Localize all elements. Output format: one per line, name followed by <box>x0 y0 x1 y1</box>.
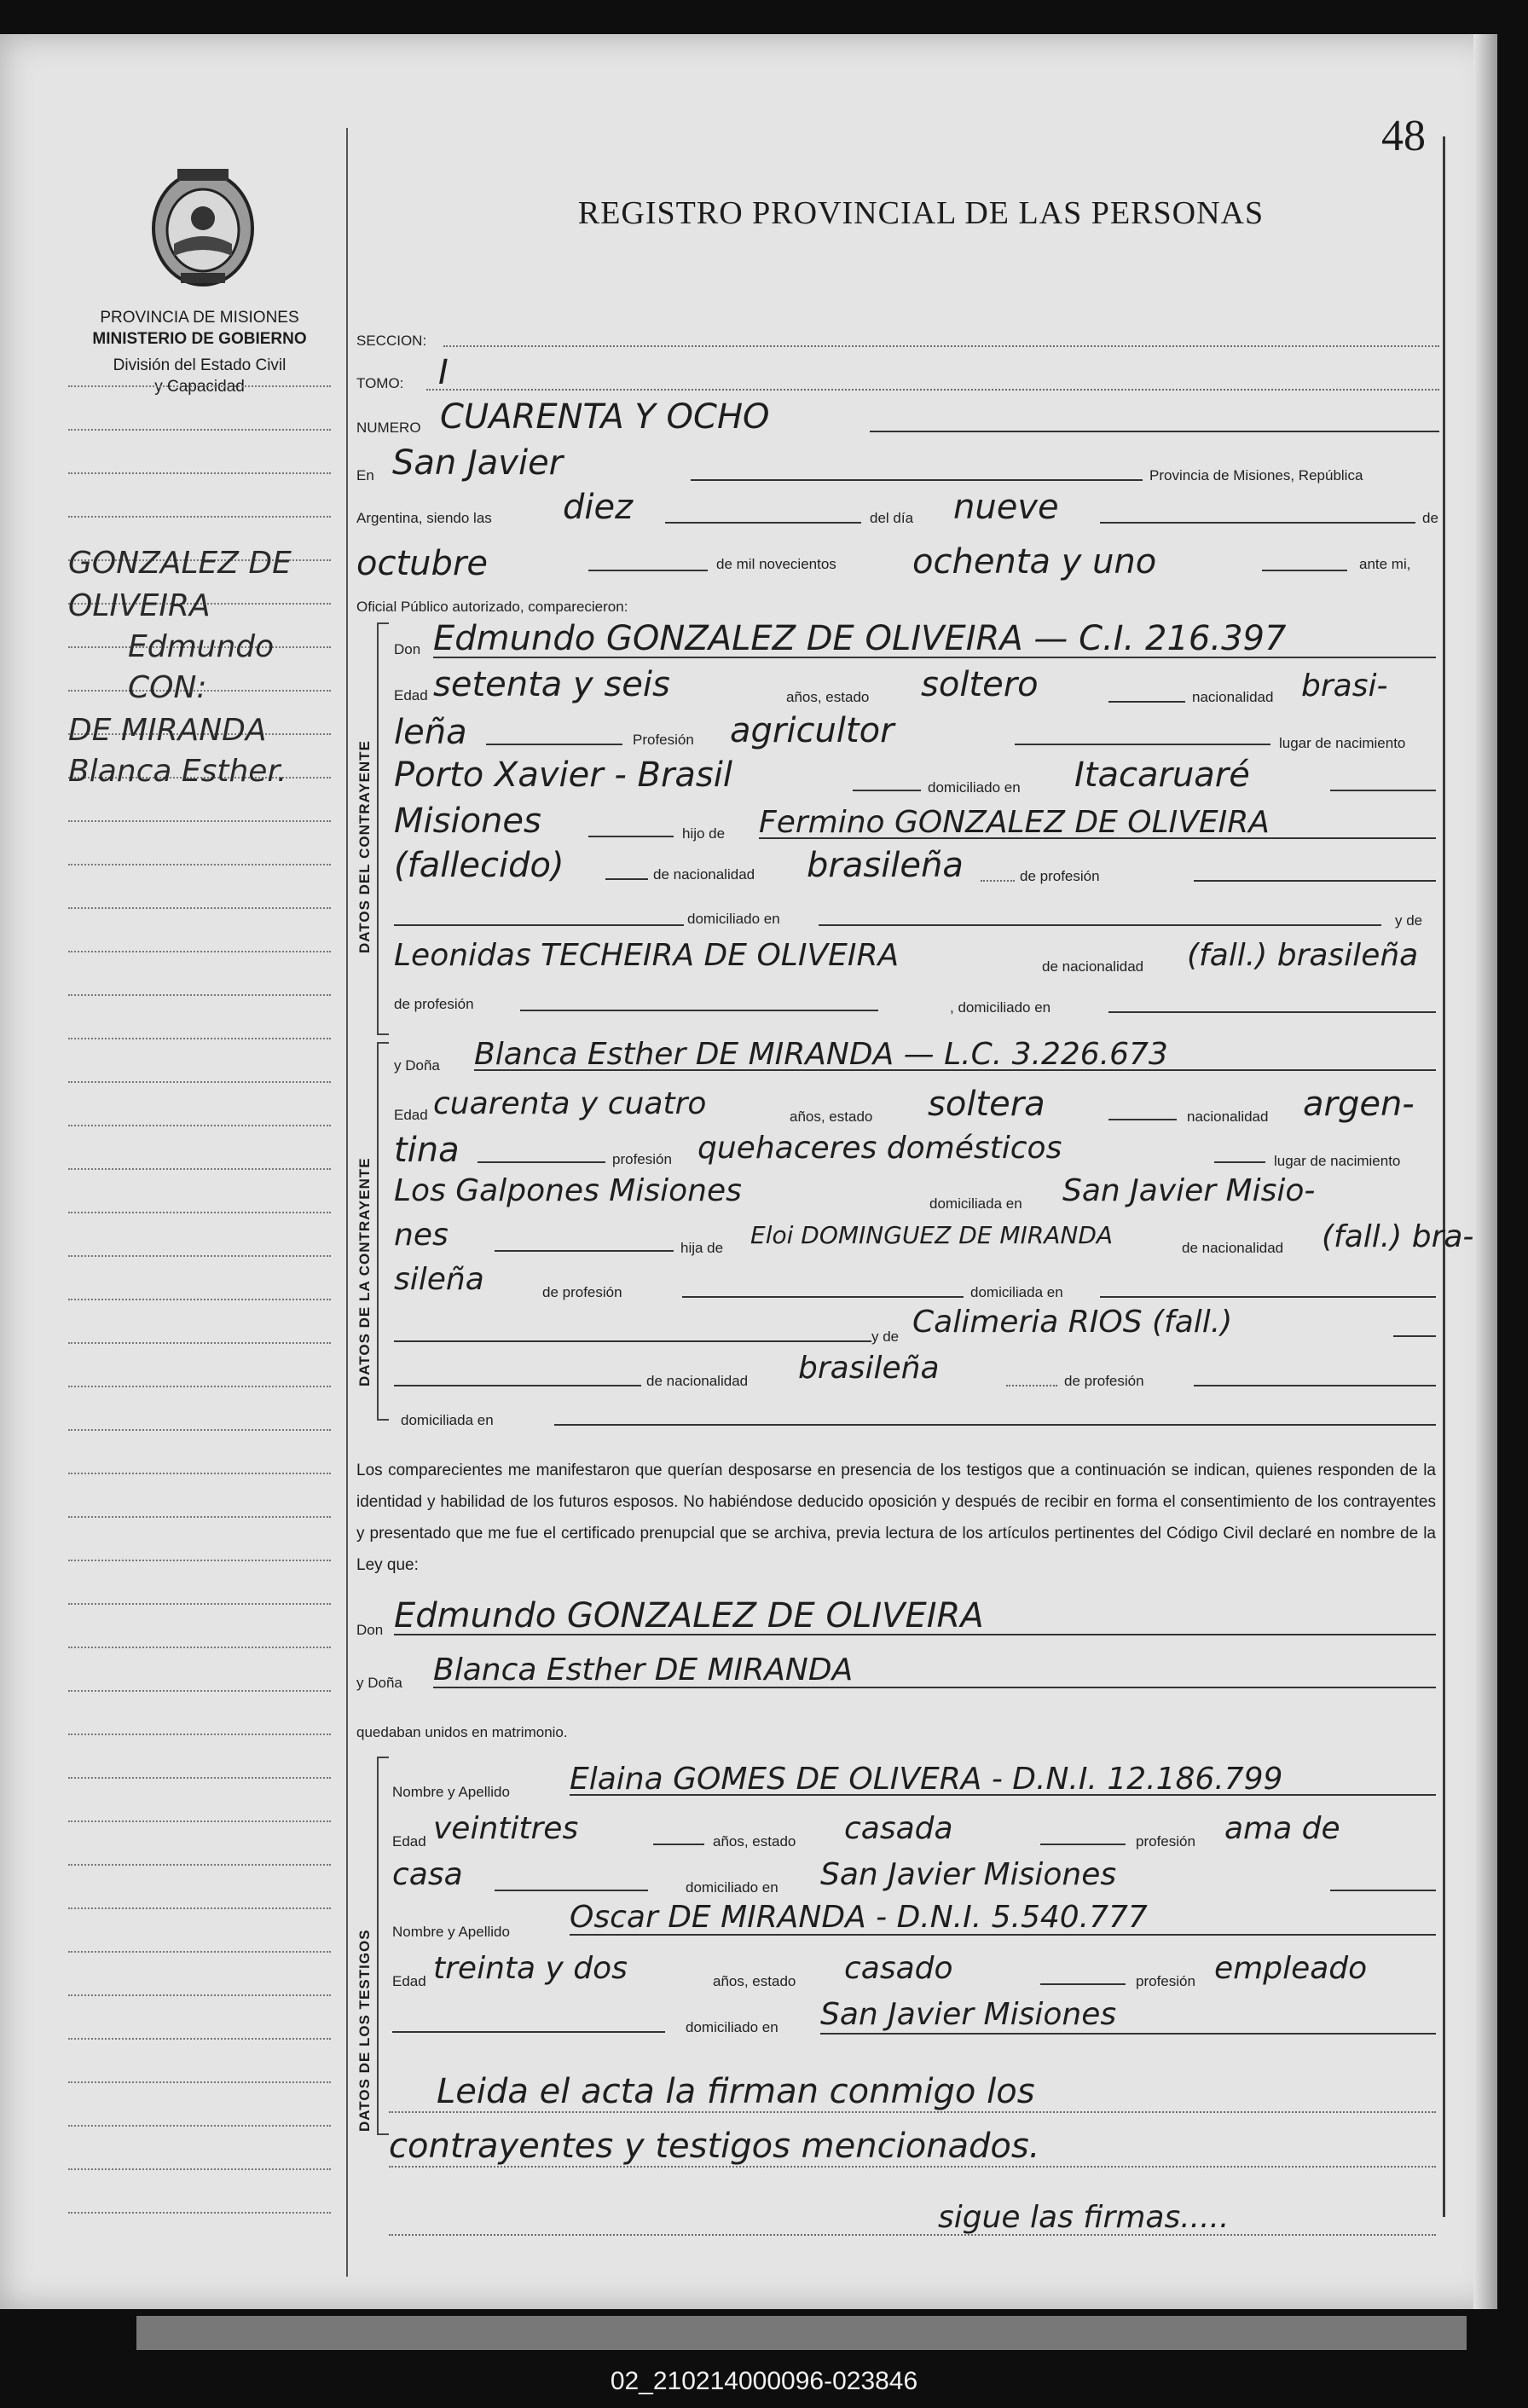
contrayente-bracket <box>377 622 389 1035</box>
margin-ruled-line <box>68 1168 331 1170</box>
margin-ruled-line <box>68 1647 331 1648</box>
contrayenta-estado-line <box>1108 1119 1177 1120</box>
testigo1-profesion-label: profesión <box>1136 1833 1195 1849</box>
contrayenta-madre: Calimeria RIOS (fall.) <box>912 1305 1233 1340</box>
testigos-bracket <box>377 1757 389 2135</box>
contrayente-padre-nacionalidad: brasileña <box>807 846 964 885</box>
quedaban-label: quedaban unidos en matrimonio. <box>356 1724 568 1740</box>
margin-note-con: CON: <box>128 670 207 705</box>
contrayenta-madre-nacionalidad-label: de nacionalidad <box>646 1373 749 1389</box>
margin-ruled-line <box>68 385 331 387</box>
contrayenta-padre-profesion-line <box>682 1296 964 1298</box>
contrayente-domicilio-a: Itacaruaré <box>1074 755 1250 795</box>
margin-ruled-line <box>68 1516 331 1518</box>
provincia-label: Provincia de Misiones, República <box>1149 467 1363 483</box>
contrayente-profesion-label: Profesión <box>633 732 694 748</box>
contrayenta-padre-nacionalidad-b: sileña <box>394 1262 484 1297</box>
testigo2-edad: treinta y dos <box>433 1951 628 1986</box>
contrayente-madre-profesion-label: de profesión <box>394 996 474 1012</box>
margin-ruled-line <box>68 2038 331 2040</box>
testigo1-domicilio-line <box>1330 1890 1436 1891</box>
hora-value: diez <box>563 488 634 527</box>
margin-ruled-line <box>68 1907 331 1909</box>
contrayenta-lugar: Los Galpones Misiones <box>394 1173 742 1208</box>
margin-ruled-line <box>68 1734 331 1735</box>
contrayenta-nacionalidad-label: nacionalidad <box>1187 1108 1269 1125</box>
del-dia-label: del día <box>870 510 914 526</box>
contrayenta-domicilio-a: San Javier Misio- <box>1062 1173 1316 1208</box>
anio-value: ochenta y uno <box>912 542 1157 582</box>
contrayente-section-label: DATOS DEL CONTRAYENTE <box>356 740 373 953</box>
page-number: 48 <box>1381 112 1426 160</box>
margin-ruled-line <box>68 820 331 822</box>
margin-ruled-line <box>68 864 331 865</box>
testigo2-profesion: empleado <box>1214 1951 1368 1986</box>
testigo1-label: Nombre y Apellido <box>392 1784 510 1800</box>
closing-line-3 <box>389 2234 1436 2236</box>
testigo1-domicilio: San Javier Misiones <box>820 1857 1117 1892</box>
ante-label: ante mi, <box>1359 556 1411 572</box>
contrayente-lugar: Porto Xavier - Brasil <box>394 755 732 795</box>
contrayenta-hija-label: hija de <box>680 1240 724 1256</box>
margin-ruled-line <box>68 1125 331 1126</box>
contrayenta-domicilio-b-line <box>495 1250 674 1252</box>
contrayenta-padre-nacionalidad-label: de nacionalidad <box>1182 1240 1284 1256</box>
contrayente-domicilio-b-line <box>588 836 674 837</box>
mil-label: de mil novecientos <box>716 556 836 572</box>
don-label: Don <box>394 641 421 657</box>
contrayente-profesion: agricultor <box>730 711 894 750</box>
testigo1-profesion-a: ama de <box>1224 1811 1340 1846</box>
contrayente-y-de-label: y de <box>1395 912 1423 929</box>
contrayente-domicilio-b: Misiones <box>394 802 541 841</box>
margin-note-bride-surname: DE MIRANDA <box>68 713 267 748</box>
margin-ruled-line <box>68 1386 331 1387</box>
contrayente-madre-profesion-line <box>520 1010 878 1011</box>
margin-note-surname: GONZALEZ DE <box>68 546 292 581</box>
tomo-value: I <box>438 353 449 392</box>
contrayenta-madre-profesion-line <box>1194 1385 1436 1386</box>
contrayente-padre-dom-line-a <box>394 924 684 926</box>
testigo1-estado: casada <box>844 1811 953 1846</box>
margin-ruled-line <box>68 2125 331 2127</box>
margin-ruled-line <box>68 1994 331 1996</box>
margin-ruled-line <box>68 1212 331 1213</box>
margin-ruled-line <box>68 1820 331 1822</box>
tomo-label: TOMO: <box>356 375 404 391</box>
org-division-2: y Capacidad <box>154 378 245 396</box>
testigo2-domicilio-line <box>820 2033 1436 2035</box>
contrayente-nombre: Edmundo GONZALEZ DE OLIVEIRA — C.I. 216.397 <box>433 619 1287 658</box>
margin-ruled-line <box>68 1342 331 1344</box>
margin-ruled-line <box>68 2168 331 2170</box>
declaration-dona-line <box>433 1687 1436 1688</box>
contrayente-nacionalidad-a: brasi- <box>1301 669 1388 703</box>
closing-text-1: Leida el acta la firman conmigo los <box>437 2072 1035 2111</box>
contrayente-padre-nota-line <box>605 878 648 880</box>
testigo2-estado: casado <box>844 1951 953 1986</box>
margin-ruled-line <box>68 2212 331 2214</box>
contrayenta-madre-nac-line <box>394 1385 641 1386</box>
contrayenta-madre-domiciliada-label: domiciliada en <box>401 1412 494 1428</box>
contrayenta-padre-nacionalidad-a: (fall.) bra- <box>1322 1219 1474 1254</box>
seccion-line <box>443 345 1439 347</box>
dia-line <box>1100 522 1415 524</box>
contrayente-profesion-line <box>1015 744 1270 745</box>
testigo2-nombre: Oscar DE MIRANDA - D.N.I. 5.540.777 <box>570 1900 1148 1935</box>
organization-block <box>55 307 344 397</box>
org-province: PROVINCIA DE MISIONES <box>100 309 299 327</box>
contrayenta-section-label: DATOS DE LA CONTRAYENTE <box>356 1157 373 1386</box>
contrayente-padre-dom-line-b <box>819 924 1381 926</box>
testigo2-estado-label: años, estado <box>713 1973 796 1989</box>
declaration-don-value: Edmundo GONZALEZ DE OLIVEIRA <box>394 1596 984 1635</box>
contrayente-padre-nac-dots <box>981 880 1015 882</box>
contrayenta-madre-nacionalidad: brasileña <box>798 1351 940 1386</box>
testigo1-edad: veintitres <box>433 1811 579 1846</box>
anio-line <box>1262 570 1347 571</box>
contrayente-estado-line <box>1108 701 1185 703</box>
contrayenta-nombre-line <box>474 1069 1436 1071</box>
contrayente-estado: soltero <box>921 665 1039 704</box>
margin-note-bride-name: Blanca Esther. <box>68 754 287 789</box>
contrayente-edad-label: Edad <box>394 687 428 703</box>
margin-ruled-line <box>68 1603 331 1605</box>
right-margin-rule <box>1443 136 1445 2217</box>
contrayenta-domiciliada-label: domiciliada en <box>929 1195 1022 1212</box>
margin-ruled-line <box>68 1429 331 1431</box>
contrayente-madre-domiciliado-label: , domiciliado en <box>950 999 1051 1016</box>
numero-label: NUMERO <box>356 420 421 436</box>
testigo2-profesion-label: profesión <box>1136 1973 1195 1989</box>
contrayenta-nombre: Blanca Esther DE MIRANDA — L.C. 3.226.673 <box>474 1037 1168 1072</box>
testigo2-nombre-line <box>570 1934 1436 1936</box>
contrayenta-nacionalidad-a: argen- <box>1303 1085 1415 1124</box>
contrayenta-nacionalidad-line <box>478 1161 605 1163</box>
contrayente-domiciliado-label: domiciliado en <box>928 779 1021 796</box>
declaration-don-line <box>394 1634 1436 1635</box>
contrayenta-estado: soltera <box>928 1085 1045 1124</box>
margin-note-surname-2: OLIVEIRA <box>68 588 211 623</box>
contrayente-padre-nota: (fallecido) <box>394 846 564 885</box>
contrayenta-y-de-label: y de <box>871 1328 900 1345</box>
margin-ruled-line <box>68 951 331 952</box>
margin-ruled-line <box>68 994 331 996</box>
margin-ruled-line <box>68 2081 331 2083</box>
testigo1-estado-line <box>1040 1844 1126 1845</box>
contrayenta-padre-profesion-label: de profesión <box>542 1284 622 1300</box>
contrayente-nacionalidad-b: leña <box>394 713 467 752</box>
contrayente-hijo-label: hijo de <box>682 825 726 842</box>
contrayenta-padre-domiciliada-label: domiciliada en <box>970 1284 1063 1300</box>
testigo1-nombre-line <box>570 1794 1436 1796</box>
argentina-label: Argentina, siendo las <box>356 510 492 526</box>
declaration-paragraph: Los comparecientes me manifestaron que querían desposarse en presencia de los testigos que a continuación se indican, quienes responden de la identidad y habilidad de los futuros esposos. No habiéndose deducido oposición y después de recibir en forma el consentimiento de los contrayentes y presentado que me fue el certificado prenupcial que se archiva, previa lectura de los artículos pertinentes del Código Civil declaré en nombre de la Ley que: <box>356 1462 1436 1574</box>
testigo2-estado-line <box>1040 1983 1126 1985</box>
en-label: En <box>356 467 374 483</box>
contrayenta-madre-line <box>1393 1335 1436 1337</box>
contrayente-nombre-line <box>433 657 1436 658</box>
dia-value: nueve <box>953 488 1059 527</box>
de-label: de <box>1422 510 1438 526</box>
testigo2-label: Nombre y Apellido <box>392 1924 510 1940</box>
lugar-value: San Javier <box>392 443 564 483</box>
contrayenta-y-de-line <box>394 1340 871 1342</box>
margin-ruled-line <box>68 1038 331 1039</box>
margin-ruled-line <box>68 1255 331 1257</box>
org-division: División del Estado Civil <box>113 356 286 374</box>
declaration-don-label: Don <box>356 1622 384 1638</box>
contrayenta-edad: cuarenta y cuatro <box>433 1086 707 1121</box>
margin-ruled-line <box>68 1864 331 1866</box>
page-title: REGISTRO PROVINCIAL DE LAS PERSONAS <box>577 195 1265 231</box>
margin-ruled-line <box>68 1299 331 1300</box>
contrayente-padre: Fermino GONZALEZ DE OLIVEIRA <box>759 805 1270 840</box>
testigo2-domicilio: San Javier Misiones <box>820 1997 1117 2032</box>
testigo2-edad-label: Edad <box>392 1973 426 1989</box>
contrayenta-domicilio-b: nes <box>394 1218 449 1253</box>
org-ministry: MINISTERIO DE GOBIERNO <box>92 330 307 348</box>
contrayente-domicilio-line <box>1330 790 1436 791</box>
margin-note-given-name: Edmundo <box>128 629 275 664</box>
contrayente-padre-profesion-line <box>1194 880 1436 882</box>
closing-line-1 <box>389 2111 1436 2113</box>
tomo-line <box>426 389 1439 391</box>
page-edge-shadow <box>1473 34 1497 2309</box>
contrayenta-madre-dom-line <box>554 1424 1436 1426</box>
testigo2-domicilio-line-a <box>392 2031 665 2033</box>
margin-ruled-line <box>68 1560 331 1561</box>
contrayenta-madre-nac-dots <box>1006 1385 1057 1386</box>
closing-text-2: contrayentes y testigos mencionados. <box>389 2127 1040 2166</box>
contrayenta-profesion-line <box>1214 1161 1265 1163</box>
contrayenta-padre-dom-line <box>1100 1296 1436 1298</box>
margin-ruled-line <box>68 907 331 909</box>
declaration-dona-label: y Doña <box>356 1675 402 1691</box>
contrayente-estado-label: años, estado <box>786 689 870 705</box>
margin-ruled-line <box>68 1690 331 1692</box>
mes-line <box>588 570 708 571</box>
page-bottom-strip <box>136 2316 1467 2350</box>
contrayenta-profesion-label: profesión <box>612 1151 672 1167</box>
margin-ruled-line <box>68 429 331 431</box>
margin-ruled-line <box>68 1951 331 1953</box>
hora-line <box>665 522 861 524</box>
contrayente-nacionalidad-line <box>486 744 622 745</box>
closing-text-3: sigue las firmas..... <box>938 2200 1230 2235</box>
numero-line <box>870 431 1439 432</box>
contrayente-madre-dom-line <box>1108 1011 1436 1013</box>
seccion-label: SECCION: <box>356 333 427 349</box>
testigo2-domiciliado-label: domiciliado en <box>686 2019 778 2035</box>
provincial-seal-icon <box>143 162 263 290</box>
contrayenta-estado-label: años, estado <box>790 1108 873 1125</box>
margin-ruled-line <box>68 472 331 474</box>
testigo1-estado-label: años, estado <box>713 1833 796 1849</box>
contrayenta-edad-label: Edad <box>394 1107 428 1123</box>
testigo1-profesion-b-line <box>495 1890 648 1891</box>
closing-line-2 <box>389 2166 1436 2168</box>
scan-caption: 02_210214000096-023846 <box>610 2367 918 2395</box>
margin-ruled-line <box>68 1777 331 1779</box>
testigo1-profesion-b: casa <box>392 1857 463 1892</box>
contrayente-nacionalidad-label: nacionalidad <box>1192 689 1274 705</box>
contrayente-padre-line <box>759 837 1436 839</box>
contrayente-lugar-line <box>853 790 921 791</box>
testigo1-domiciliado-label: domiciliado en <box>686 1879 778 1896</box>
contrayente-madre-nacionalidad-label: de nacionalidad <box>1042 958 1144 975</box>
contrayente-madre: Leonidas TECHEIRA DE OLIVEIRA <box>394 938 900 973</box>
oficial-label: Oficial Público autorizado, comparecieron: <box>356 599 628 615</box>
contrayente-madre-nacionalidad: (fall.) brasileña <box>1187 938 1419 973</box>
contrayenta-nacionalidad-b: tina <box>394 1131 460 1170</box>
contrayente-edad: setenta y seis <box>433 665 670 704</box>
contrayente-padre-nacionalidad-label: de nacionalidad <box>653 866 755 883</box>
contrayente-lugar-label: lugar de nacimiento <box>1279 735 1406 751</box>
contrayenta-madre-profesion-label: de profesión <box>1064 1373 1144 1389</box>
contrayenta-padre: Eloi DOMINGUEZ DE MIRANDA <box>750 1221 1114 1249</box>
dona-label: y Doña <box>394 1057 440 1074</box>
numero-value: CUARENTA Y OCHO <box>440 397 770 437</box>
margin-divider <box>346 128 348 2277</box>
contrayente-padre-profesion-label: de profesión <box>1020 868 1100 884</box>
contrayenta-profesion: quehaceres domésticos <box>697 1131 1062 1166</box>
declaration-dona-value: Blanca Esther DE MIRANDA <box>433 1653 854 1687</box>
testigos-section-label: DATOS DE LOS TESTIGOS <box>356 1929 373 2132</box>
contrayenta-lugar-label: lugar de nacimiento <box>1274 1153 1401 1169</box>
testigo1-edad-line <box>653 1844 704 1845</box>
testigo1-edad-label: Edad <box>392 1833 426 1849</box>
contrayenta-bracket <box>377 1042 389 1421</box>
margin-ruled-line <box>68 516 331 518</box>
margin-ruled-line <box>68 1081 331 1083</box>
margin-ruled-line <box>68 1473 331 1474</box>
testigo1-nombre: Elaina GOMES DE OLIVERA - D.N.I. 12.186.799 <box>570 1762 1283 1797</box>
mes-value: octubre <box>356 544 488 583</box>
contrayente-padre-domiciliado-label: domiciliado en <box>687 911 780 927</box>
lugar-line <box>691 479 1143 481</box>
